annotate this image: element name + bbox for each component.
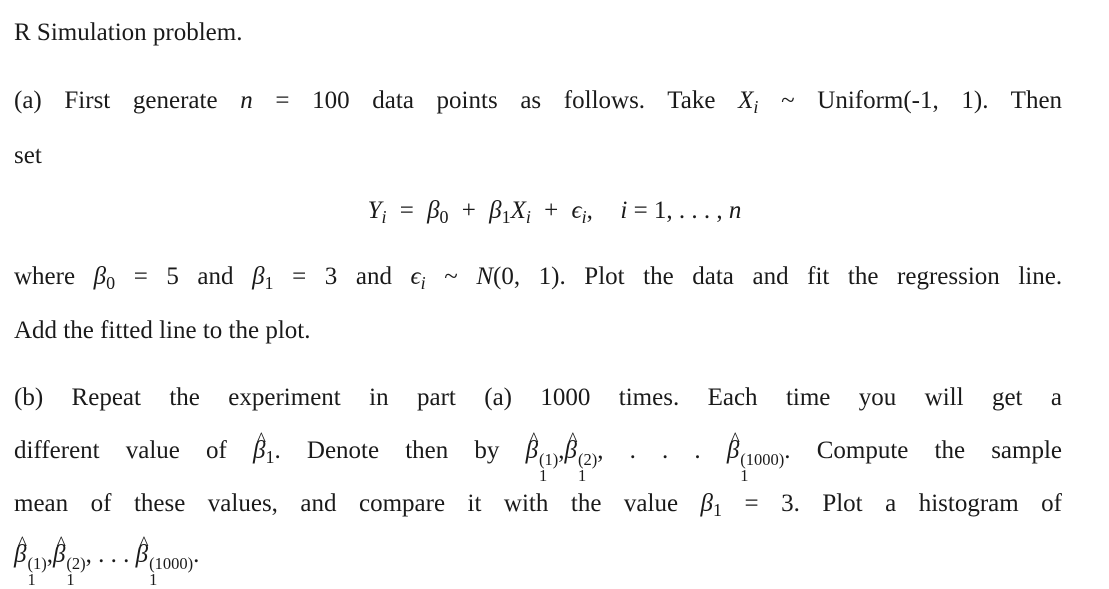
- beta-hat-seq2-1-symbol: ^ β: [14, 542, 26, 567]
- sub-1000: 1: [740, 466, 749, 486]
- beta-0-value: = 5 and: [133, 263, 234, 290]
- index-range: = 1, . . . ,: [633, 197, 723, 224]
- ellipsis-2: , . . .: [85, 541, 130, 568]
- ellipsis-1: , . . .: [597, 437, 701, 464]
- final-period: .: [193, 541, 200, 568]
- different-value-text: different value of: [14, 437, 227, 464]
- plus-sign-1: +: [461, 197, 476, 224]
- beta-hat-seq2-2-symbol: ^ β: [53, 542, 65, 567]
- beta-hat-subscript: 1: [265, 447, 275, 468]
- equals-sign: =: [275, 87, 290, 114]
- beta-hat-seq2-2-scripts: [66, 556, 85, 587]
- denote-text: . Denote then by: [274, 437, 500, 464]
- index-end: n: [728, 197, 742, 224]
- part-a-line-4: [14, 318, 310, 343]
- beta-hat-seq-1-scripts: [539, 450, 559, 486]
- compute-sample-text: . Compute the sample: [784, 437, 1063, 464]
- compare-text: mean of these values, and compare it with the value: [14, 490, 679, 517]
- sup2-2: (2): [66, 554, 86, 574]
- epsilon-distributed-symbol: ~: [444, 263, 458, 290]
- beta-1-hat-inline: [253, 437, 500, 468]
- part-b-line-1: [14, 385, 1062, 410]
- beta-hat-seq-2-scripts: [577, 450, 598, 486]
- epsilon-subscript: i: [581, 207, 587, 228]
- histogram-instruction: = 3. Plot a histogram of: [744, 490, 1063, 517]
- part-a-mid-text: 100 data points as follows. Take: [312, 87, 716, 114]
- beta-1-value: = 3 and: [292, 263, 392, 290]
- beta-hat-seq2-1-scripts: [27, 556, 46, 587]
- epsilon-inline: [410, 263, 426, 294]
- beta-1-inline-symbol: β: [252, 263, 265, 290]
- part-a-line-1: [14, 88, 1062, 116]
- title-text: R Simulation problem.: [14, 19, 243, 46]
- normal-symbol: N: [476, 263, 493, 290]
- x-in-equation: X: [510, 197, 526, 224]
- n-variable: n: [240, 87, 253, 114]
- beta-1-symbol: β: [489, 197, 502, 224]
- beta-0-inline: [93, 263, 116, 294]
- beta-1-compare: [700, 490, 722, 521]
- normal-dist: [476, 263, 565, 290]
- x-variable: X: [738, 87, 754, 114]
- part-b-line-2: [14, 438, 1062, 484]
- where-word: where: [14, 263, 76, 290]
- sup2-1000: (1000): [149, 554, 194, 574]
- part-a-line-3: [14, 264, 1062, 292]
- part-b-line-4: [14, 542, 199, 588]
- sub2-1: 1: [27, 570, 36, 589]
- x-in-equation-subscript: i: [525, 207, 531, 228]
- beta-1-inline-subscript: 1: [264, 273, 274, 294]
- sup-2: (2): [577, 450, 598, 470]
- beta-1-subscript: 1: [501, 207, 511, 228]
- epsilon-inline-subscript: i: [420, 273, 426, 294]
- regression-equation: $Y_i = \beta_0 + \beta_1X_i + \epsilon_i$, i = 1, . . . , n: [367, 197, 742, 228]
- sup-1000: (1000): [740, 450, 785, 470]
- index-variable: i: [620, 197, 628, 224]
- sup2-1: (1): [27, 554, 47, 574]
- epsilon-symbol: ϵ: [571, 197, 582, 224]
- beta-1-compare-symbol: β: [700, 490, 713, 517]
- uniform-distribution-text: Uniform(-1, 1). Then: [817, 87, 1063, 114]
- x-i-symbol: [738, 87, 759, 118]
- beta-0-symbol: β: [427, 197, 440, 224]
- part-b-line-3: [14, 491, 1062, 519]
- beta-hat-seq-1000-scripts: [740, 450, 785, 486]
- part-b-intro-text: (b) Repeat the experiment in part (a) 1000 times. Each time you will get a: [14, 384, 1062, 411]
- epsilon-inline-symbol: ϵ: [410, 263, 421, 290]
- sup-1: (1): [539, 450, 559, 470]
- beta-1-compare-subscript: 1: [713, 500, 722, 521]
- set-word: set: [14, 142, 42, 169]
- beta-hat-seq2-1000-symbol: ^ β: [136, 542, 148, 567]
- beta-hat-symbol: ^ β: [253, 438, 265, 463]
- sub-2: 1: [577, 466, 587, 486]
- y-subscript: i: [381, 207, 387, 228]
- sub-1: 1: [539, 466, 548, 486]
- fitted-line-instruction: Add the fitted line to the plot.: [14, 317, 311, 344]
- y-variable: Y: [367, 197, 382, 224]
- beta-hat-seq-1-symbol: ^ β: [526, 438, 538, 463]
- beta-0-inline-subscript: 0: [106, 273, 116, 294]
- distributed-as-symbol: ~: [781, 87, 795, 114]
- beta-hat-sequence-2: ^ β (1) 1 ,^ β (2) 1 , . . . ^ β (1000) 1 .: [14, 541, 199, 568]
- beta-0-subscript: 0: [439, 207, 449, 228]
- sub2-2: 1: [66, 570, 75, 589]
- normal-args: (0, 1).: [493, 263, 566, 290]
- equation-equals: =: [399, 197, 414, 224]
- plus-sign-2: +: [544, 197, 559, 224]
- x-subscript: i: [753, 97, 759, 118]
- sub2-1000: 1: [149, 570, 158, 589]
- beta-0-inline-symbol: β: [93, 263, 107, 290]
- beta-hat-sequence-1: ^ β (1) 1 ,^ β (2) 1 , . . . ^ β (1000) 1 . Compute the sample: [526, 437, 1062, 464]
- part-a-intro-text: (a) First generate: [14, 87, 218, 114]
- beta-hat-seq-2-symbol: ^ β: [565, 438, 577, 463]
- part-a-line-2: [14, 143, 42, 168]
- beta-hat-seq2-1000-scripts: [149, 556, 193, 587]
- document-title: [14, 20, 242, 45]
- beta-1-inline: [252, 263, 274, 294]
- plot-instruction-text: Plot the data and fit the regression line.: [584, 263, 1063, 290]
- beta-hat-seq-1000-symbol: ^ β: [727, 438, 739, 463]
